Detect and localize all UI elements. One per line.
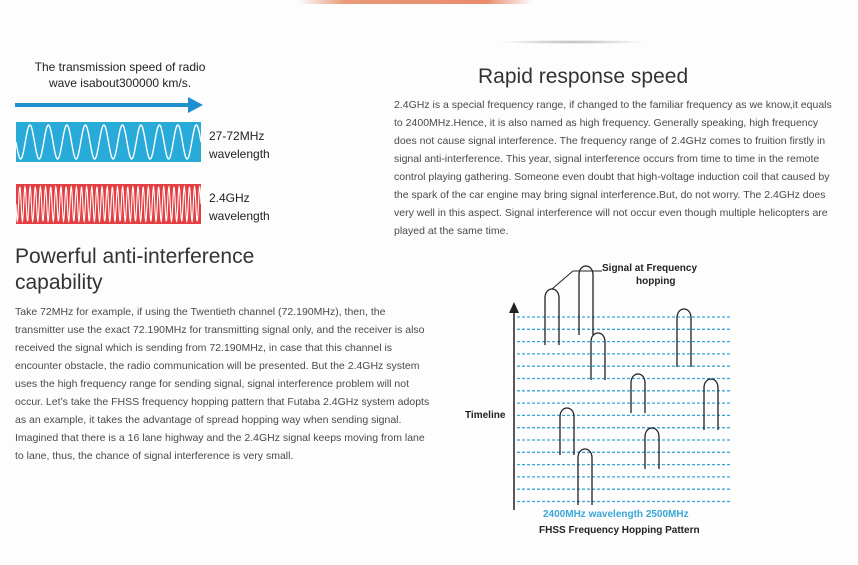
hopping-signal-peak — [631, 374, 645, 413]
anti-interference-paragraph: Take 72MHz for example, if using the Twentieth channel (72.190MHz), then, the transmitter use the exact 72.190MHz for transmitting signal only, and the receiver is also received the signal which is sending from 72.190MHz, in case that this channel is encounter obstacle, the radio communication will be presented. But the 2.4GHz system uses the high frequency range for sending signal, signal interference problem will not occur. Let’s take the FHSS frequency hopping pattern that Futaba 2.4GHz system adopts as an example, it takes the advantage of spread hopping way when sending signal. Imagined that there is a 16 lane highway and the 2.4GHz signal keeps moving from lane to lane, thus, the chance of signal interference is very small. — [15, 306, 430, 462]
speed-intro-text: The transmission speed of radio wave isabout300000 km/s. — [34, 60, 206, 90]
high-frequency-label — [209, 189, 319, 225]
top-accent-bar — [298, 0, 533, 4]
low-frequency-range: 27-72MHz — [209, 129, 265, 143]
callout-line-2: hopping — [636, 276, 676, 287]
top-shadow-divider — [498, 40, 648, 44]
hopping-signal-peak — [677, 309, 691, 367]
hopping-signal-peak — [591, 333, 605, 380]
hopping-signal-peak — [704, 379, 718, 430]
frequency-range-label: 2400MHz wavelength 2500MHz — [543, 509, 689, 520]
low-frequency-unit: wavelength — [209, 147, 270, 161]
anti-interference-heading: Powerful anti-interference capability — [15, 245, 255, 294]
callout-pointer — [552, 271, 602, 289]
direction-arrow-icon — [15, 97, 205, 113]
rapid-response-heading: Rapid response speed — [478, 65, 689, 88]
high-frequency-unit: wavelength — [209, 209, 270, 223]
low-frequency-label — [209, 127, 319, 163]
callout-line-1: Signal at Frequency — [602, 263, 698, 274]
fhss-diagram — [455, 255, 755, 540]
diagram-caption: FHSS Frequency Hopping Pattern — [539, 525, 700, 536]
low-frequency-wave — [16, 120, 201, 164]
timeline-label: Timeline — [465, 410, 506, 421]
timeline-arrow-icon — [509, 302, 519, 313]
rapid-response-paragraph: 2.4GHz is a special frequency range, if changed to the familiar frequency as we know,it equals to 2400MHz.Hence, it is also named as high frequency. Generally speaking, high frequency does not cause signal interference. The frequency range of 2.4GHz comes to fruition firstly in signal anti-interference. This year, signal interference occurs from time to time in the remote control playing gathering. Someone even doubt that high-voltage induction coil that caused by the spark of the car engine may bring signal interference.But, do not worry. The 2.4GHz does very well in this aspect. Signal interference will not occur even though multiple helicopters are played at the same time. — [394, 99, 832, 237]
high-frequency-range: 2.4GHz — [209, 191, 250, 205]
hopping-signal-peak — [579, 266, 593, 335]
high-frequency-wave — [16, 182, 201, 226]
hopping-signal-peak — [645, 428, 659, 469]
